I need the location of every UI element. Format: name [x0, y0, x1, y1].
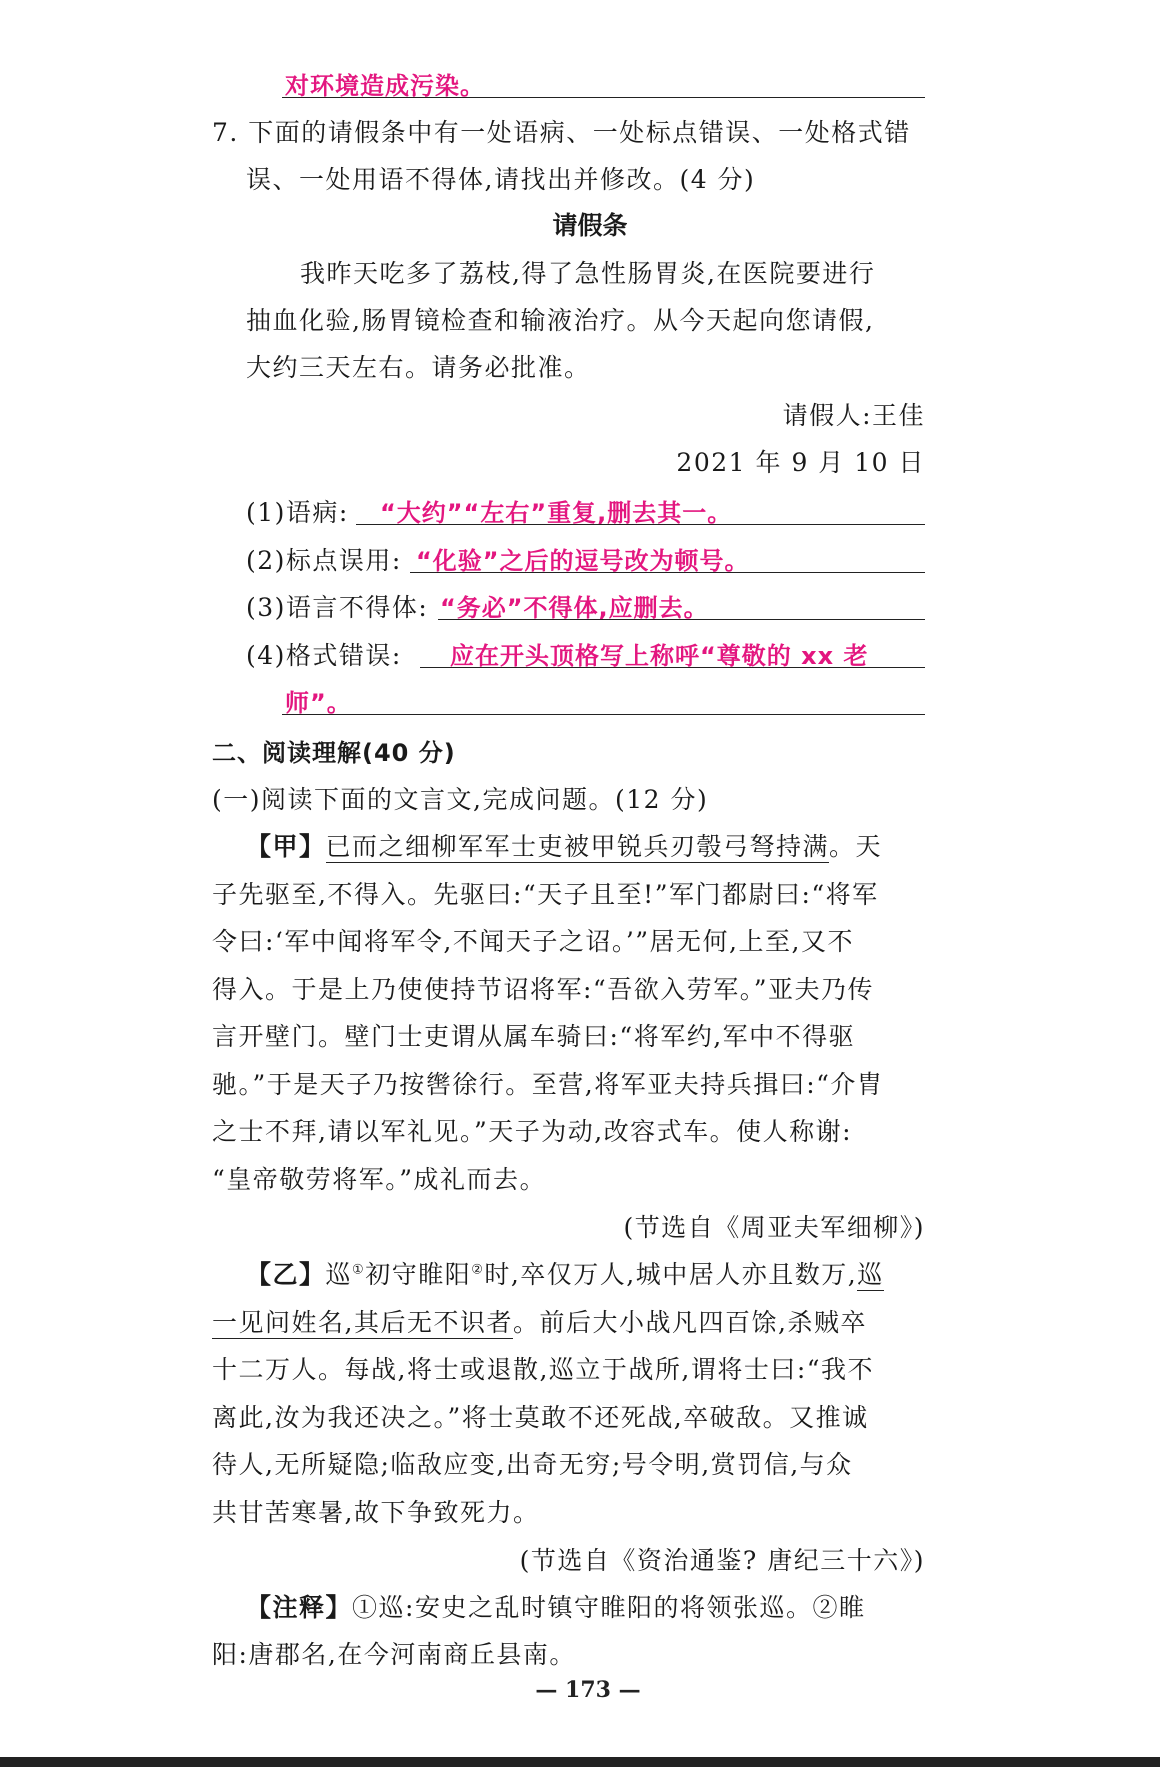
- note-date: 2021 年 9 月 10 日: [676, 448, 925, 477]
- yi-word: 巡: [325, 1260, 353, 1289]
- yi-underlined-b: 一见问姓名,其后无不识者: [212, 1308, 513, 1337]
- answer-label-1: (1)语病:: [246, 498, 349, 527]
- jia-line: 子先驱至,不得入。先驱曰:“天子且至!”军门都尉曰:“将军: [212, 880, 879, 909]
- note-body-line1: 我昨天吃多了荔枝,得了急性肠胃炎,在医院要进行: [300, 259, 876, 288]
- prev-answer-tail: 对环境造成污染。: [285, 72, 485, 100]
- jia-first-line: [246, 827, 882, 863]
- note-title: 请假条: [552, 211, 628, 240]
- answer-label-3: (3)语言不得体:: [246, 593, 429, 622]
- yi-word: 时,卒仅万人,城中居人亦且数万,: [484, 1260, 858, 1289]
- yi-line: 待人,无所疑隐;临敌应变,出奇无穷;号令明,赏罚信,与众: [212, 1450, 853, 1479]
- answer-rule: [410, 572, 925, 573]
- footnote-ref-2: ②: [471, 1262, 485, 1278]
- note-text: ①巡:安史之乱时镇守睢阳的将领张巡。②睢: [352, 1593, 866, 1622]
- footnote-ref-1: ①: [352, 1262, 366, 1278]
- yi-underlined-a: 巡: [857, 1260, 884, 1289]
- note-signature: 请假人:王佳: [782, 401, 925, 430]
- answer-rule: [282, 97, 925, 98]
- yi-line: 共甘苦寒暑,故下争致死力。: [212, 1498, 540, 1527]
- answer-label-2: (2)标点误用:: [246, 546, 402, 575]
- page-number: — 173 —: [535, 1677, 641, 1703]
- jia-underlined: 已而之细柳军军士吏被甲锐兵刃彀弓弩持满: [325, 832, 830, 861]
- jia-line: 令曰:‘军中闻将军令,不闻天子之诏。’”居无何,上至,又不: [212, 927, 854, 956]
- yi-source: (节选自《资治通鉴? 唐纪三十六》): [519, 1546, 925, 1575]
- yi-line: 十二万人。每战,将士或退散,巡立于战所,谓将士曰:“我不: [212, 1355, 875, 1384]
- jia-line: 得入。于是上乃使使持节诏将军:“吾欲入劳军。”亚夫乃传: [212, 975, 874, 1004]
- yi-line2-rest: 。前后大小战凡四百馀,杀贼卒: [512, 1308, 867, 1337]
- note-body-line3: 大约三天左右。请务必批准。: [246, 353, 591, 382]
- note-tag: 【注释】: [246, 1593, 353, 1622]
- note-second-line: 阳:唐郡名,在今河南商丘县南。: [212, 1640, 576, 1669]
- q7-line2: 误、一处用语不得体,请找出并修改。(4 分): [246, 165, 756, 194]
- jia-line: 之士不拜,请以军礼见。”天子为动,改容式车。使人称谢:: [212, 1117, 853, 1146]
- answer-text-4-cont: 师”。: [285, 689, 352, 717]
- jia-line: “皇帝敬劳将军。”成礼而去。: [212, 1165, 547, 1194]
- yi-second-line: [212, 1303, 867, 1339]
- jia-first-rest: 。天: [829, 832, 883, 861]
- answer-rule: [420, 667, 925, 668]
- answer-text-2: “化验”之后的逗号改为顿号。: [416, 547, 750, 575]
- jia-source: (节选自《周亚夫军细柳》): [623, 1213, 925, 1242]
- q7-line1: 7. 下面的请假条中有一处语病、一处标点错误、一处格式错: [212, 118, 911, 147]
- note-first-line: [246, 1588, 865, 1624]
- answer-text-1: “大约”“左右”重复,删去其一。: [380, 499, 733, 527]
- section2-sub1: (一)阅读下面的文言文,完成问题。(12 分): [212, 785, 709, 814]
- yi-tag: 【乙】: [246, 1260, 326, 1289]
- jia-line: 言开壁门。壁门士吏谓从属车骑曰:“将军约,军中不得驱: [212, 1022, 856, 1051]
- note-body-line2: 抽血化验,肠胃镜检查和输液治疗。从今天起向您请假,: [246, 306, 875, 335]
- jia-line: 驰。”于是天子乃按辔徐行。至营,将军亚夫持兵揖曰:“介胄: [212, 1070, 884, 1099]
- answer-rule: [356, 524, 925, 525]
- jia-tag: 【甲】: [246, 832, 326, 861]
- answer-text-3: “务必”不得体,应删去。: [440, 594, 709, 622]
- answer-label-4: (4)格式错误:: [246, 641, 402, 670]
- answer-text-4: 应在开头顶格写上称呼“尊敬的 xx 老: [450, 642, 869, 670]
- answer-rule: [282, 714, 925, 715]
- yi-first-line: [246, 1255, 884, 1291]
- answer-rule: [438, 619, 925, 620]
- section2-title: 二、阅读理解(40 分): [212, 739, 456, 767]
- yi-word: 初守睢阳: [365, 1260, 472, 1289]
- bottom-bar: [0, 1757, 1160, 1767]
- yi-line: 离此,汝为我还决之。”将士莫敢不还死战,卒破敌。又推诚: [212, 1403, 869, 1432]
